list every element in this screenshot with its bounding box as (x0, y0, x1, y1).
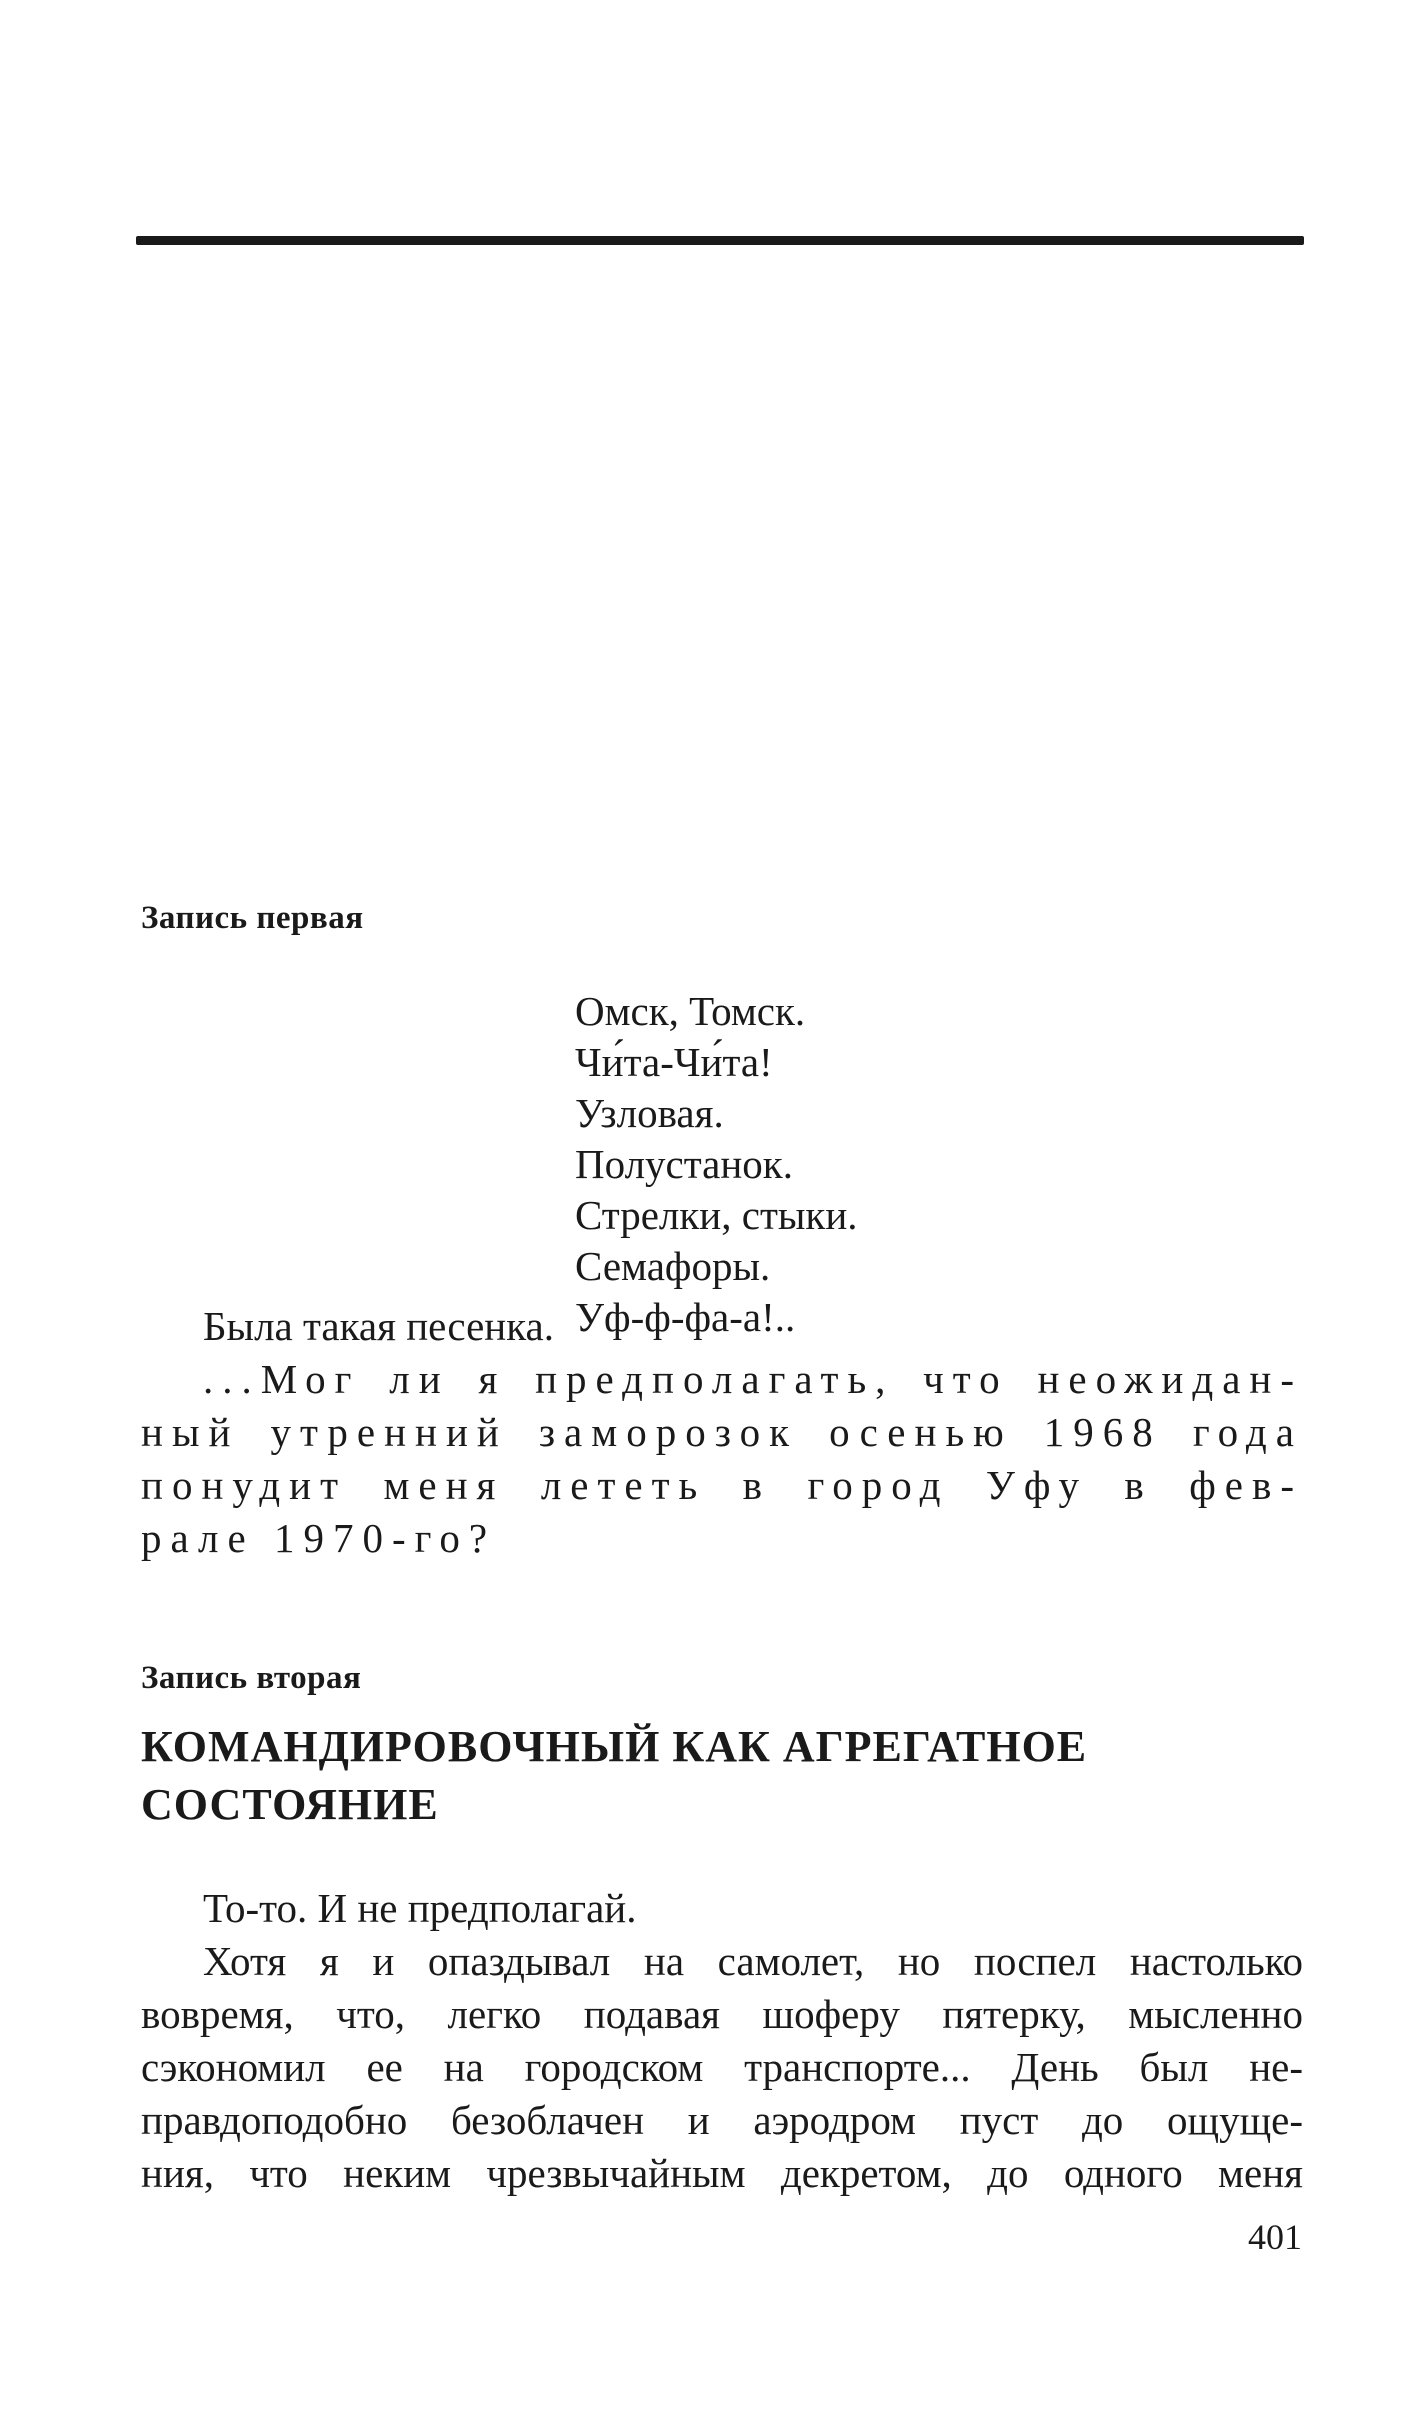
verse-block (575, 986, 858, 1343)
prose-line: понудит меня лететь в город Уфу в фев- (141, 1462, 1303, 1508)
prose-line: То-то. И не предполагай. (203, 1885, 637, 1931)
prose-line: Хотя я и опаздывал на самолет, но поспел настолько (203, 1938, 1303, 1984)
prose-block-second (141, 1882, 1303, 2200)
verse-line: Стрелки, стыки. (575, 1192, 858, 1238)
section-label-second: Запись вторая (141, 1660, 362, 1696)
chapter-heading-line: СОСТОЯНИЕ (141, 1780, 439, 1829)
verse-line: Уф-ф-фа-а!.. (575, 1294, 796, 1340)
prose-line: ...Мог ли я предполагать, что неожидан- (203, 1356, 1303, 1402)
section-label-first: Запись первая (141, 900, 364, 936)
verse-line: Семафоры. (575, 1243, 771, 1289)
prose-line: правдоподобно безоблачен и аэродром пуст до ощуще- (141, 2097, 1303, 2143)
prose-block-first (141, 1300, 1303, 1565)
verse-line: Омск, Томск. (575, 988, 806, 1034)
verse-line: Чи́та-Чи́та! (575, 1039, 773, 1085)
page-number: 401 (1248, 2217, 1302, 2257)
prose-line: ный утренний заморозок осенью 1968 года (141, 1409, 1303, 1455)
prose-line: сэкономил ее на городском транспорте... День был не- (141, 2044, 1303, 2090)
verse-line: Узловая. (575, 1090, 724, 1136)
verse-line: Полустанок. (575, 1141, 793, 1187)
prose-line: рале 1970-го? (141, 1515, 497, 1561)
top-rule (136, 236, 1304, 245)
prose-line: вовремя, что, легко подавая шоферу пятерку, мысленно (141, 1991, 1303, 2037)
prose-line: ния, что неким чрезвычайным декретом, до одного меня (141, 2150, 1303, 2196)
prose-line: Была такая песенка. (203, 1303, 554, 1349)
chapter-heading (141, 1718, 1087, 1834)
chapter-heading-line: КОМАНДИРОВОЧНЫЙ КАК АГРЕГАТНОЕ (141, 1722, 1088, 1771)
